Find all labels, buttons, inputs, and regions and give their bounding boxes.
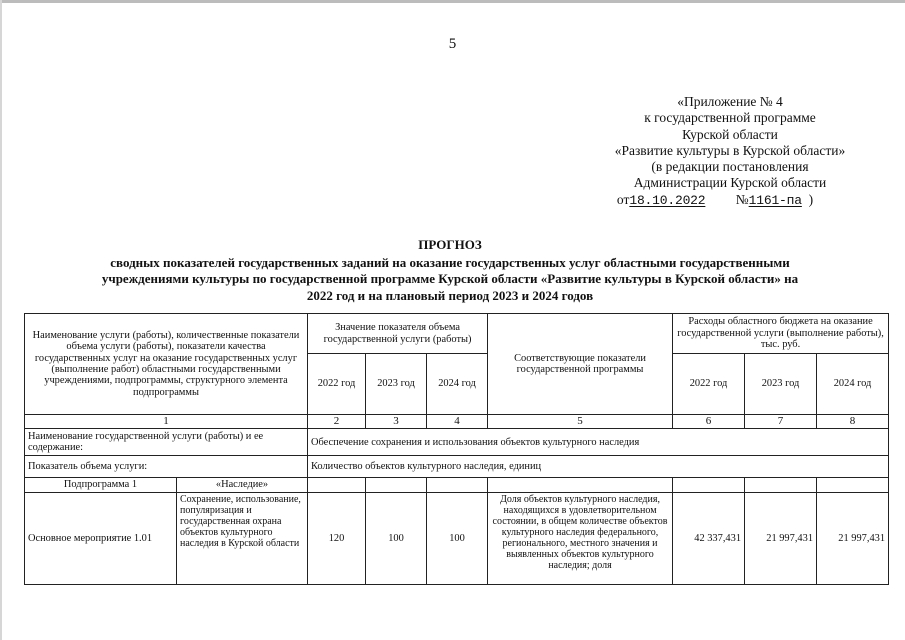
scan-edge-left bbox=[0, 0, 2, 640]
forecast-table bbox=[24, 313, 889, 585]
date-prefix: от bbox=[616, 191, 630, 207]
column-number-4: 4 bbox=[427, 415, 488, 429]
subprogram-empty-cell bbox=[366, 478, 427, 492]
closing-bracket: ) bbox=[808, 191, 814, 207]
measure-volume-2022: 120 bbox=[308, 492, 366, 584]
header-expenses-2023: 2023 год bbox=[745, 354, 817, 415]
service-name-value: Обеспечение сохранения и использования объектов культурного наследия bbox=[308, 429, 889, 456]
subprogram-empty-cell bbox=[308, 478, 366, 492]
subprogram-empty-cell bbox=[427, 478, 488, 492]
column-number-3: 3 bbox=[366, 415, 427, 429]
subprogram-label: Подпрограмма 1 bbox=[25, 478, 177, 492]
header-volume-2022: 2022 год bbox=[308, 354, 366, 415]
header-expenses-2024: 2024 год bbox=[817, 354, 889, 415]
header-indicators: Соответствующие показатели государственной программы bbox=[488, 314, 673, 415]
appendix-block bbox=[540, 94, 905, 209]
volume-indicator-label: Показатель объема услуги: bbox=[25, 456, 308, 478]
title-line-1: сводных показателей государственных заданий на оказание государственных услуг областными государственными bbox=[110, 254, 790, 270]
measure-label: Основное мероприятие 1.01 bbox=[25, 492, 177, 584]
measure-expenses-2022: 42 337,431 bbox=[673, 492, 745, 584]
header-name: Наименование услуги (работы), количественные показатели объема услуги (работы), показатели качества государственных услуг на оказание государственных услуг (выполнение работ) областными государственными учреждениями, подпрограммы, структурного элемента подпрограммы bbox=[25, 314, 308, 415]
title-main: ПРОГНОЗ bbox=[418, 237, 482, 252]
page-number: 5 bbox=[448, 36, 457, 52]
measure-expenses-2023: 21 997,431 bbox=[745, 492, 817, 584]
measure-name bbox=[177, 492, 308, 584]
subprogram-empty-cell bbox=[817, 478, 889, 492]
appendix-date-line bbox=[510, 192, 905, 209]
appendix-line-6: Администрации Курской области bbox=[633, 175, 827, 191]
appendix-line-3: Курской области bbox=[682, 126, 778, 142]
header-expenses-2022: 2022 год bbox=[673, 354, 745, 415]
date-value: 18.10.2022 bbox=[629, 192, 706, 208]
column-number-8: 8 bbox=[817, 415, 889, 429]
appendix-line-5: (в редакции постановления bbox=[651, 159, 809, 175]
number-value: 1161-па bbox=[748, 192, 802, 208]
appendix-line-1: «Приложение № 4 bbox=[677, 94, 783, 109]
measure-expenses-2024: 21 997,431 bbox=[817, 492, 889, 584]
title-line-3: 2022 год и на плановый период 2023 и 2024 годов bbox=[306, 287, 594, 303]
measure-name-text: Сохранение, использование, популяризация и государственная охрана объектов культурного наследия в Курской области bbox=[180, 493, 301, 549]
column-number-2: 2 bbox=[308, 415, 366, 429]
header-volume-group: Значение показателя объема государственной услуги (работы) bbox=[308, 314, 488, 354]
subprogram-empty-cell bbox=[673, 478, 745, 492]
measure-volume-2023: 100 bbox=[366, 492, 427, 584]
header-volume-2023: 2023 год bbox=[366, 354, 427, 415]
column-number-5: 5 bbox=[488, 415, 673, 429]
measure-volume-2024: 100 bbox=[427, 492, 488, 584]
appendix-line-2: к государственной программе bbox=[644, 110, 816, 126]
measure-indicator bbox=[488, 492, 673, 584]
header-volume-2024: 2024 год bbox=[427, 354, 488, 415]
volume-indicator-value: Количество объектов культурного наследия, единиц bbox=[308, 456, 889, 478]
number-prefix: № bbox=[735, 191, 749, 207]
column-number-1: 1 bbox=[25, 415, 308, 429]
scan-edge-top bbox=[0, 0, 905, 3]
column-number-7: 7 bbox=[745, 415, 817, 429]
document-title bbox=[60, 237, 840, 304]
column-number-6: 6 bbox=[673, 415, 745, 429]
header-expenses-group: Расходы областного бюджета на оказание государственной услуги (выполнение работы), тыс. руб. bbox=[673, 314, 889, 354]
measure-indicator-text: Доля объектов культурного наследия, находящихся в удовлетворительном состоянии, в общем количестве объектов культурного наследия федерального, регионального, местного значения и выявленных объектов культурного наследия; доля bbox=[492, 493, 668, 571]
appendix-line-4: «Развитие культуры в Курской области» bbox=[614, 142, 846, 158]
subprogram-name: «Наследие» bbox=[177, 478, 308, 492]
title-line-2: учреждениями культуры по государственной программе Курской области «Развитие культуры в Курской области» на bbox=[101, 271, 799, 287]
service-name-label: Наименование государственной услуги (работы) и ее содержание: bbox=[25, 429, 308, 456]
subprogram-empty-cell bbox=[488, 478, 673, 492]
subprogram-empty-cell bbox=[745, 478, 817, 492]
